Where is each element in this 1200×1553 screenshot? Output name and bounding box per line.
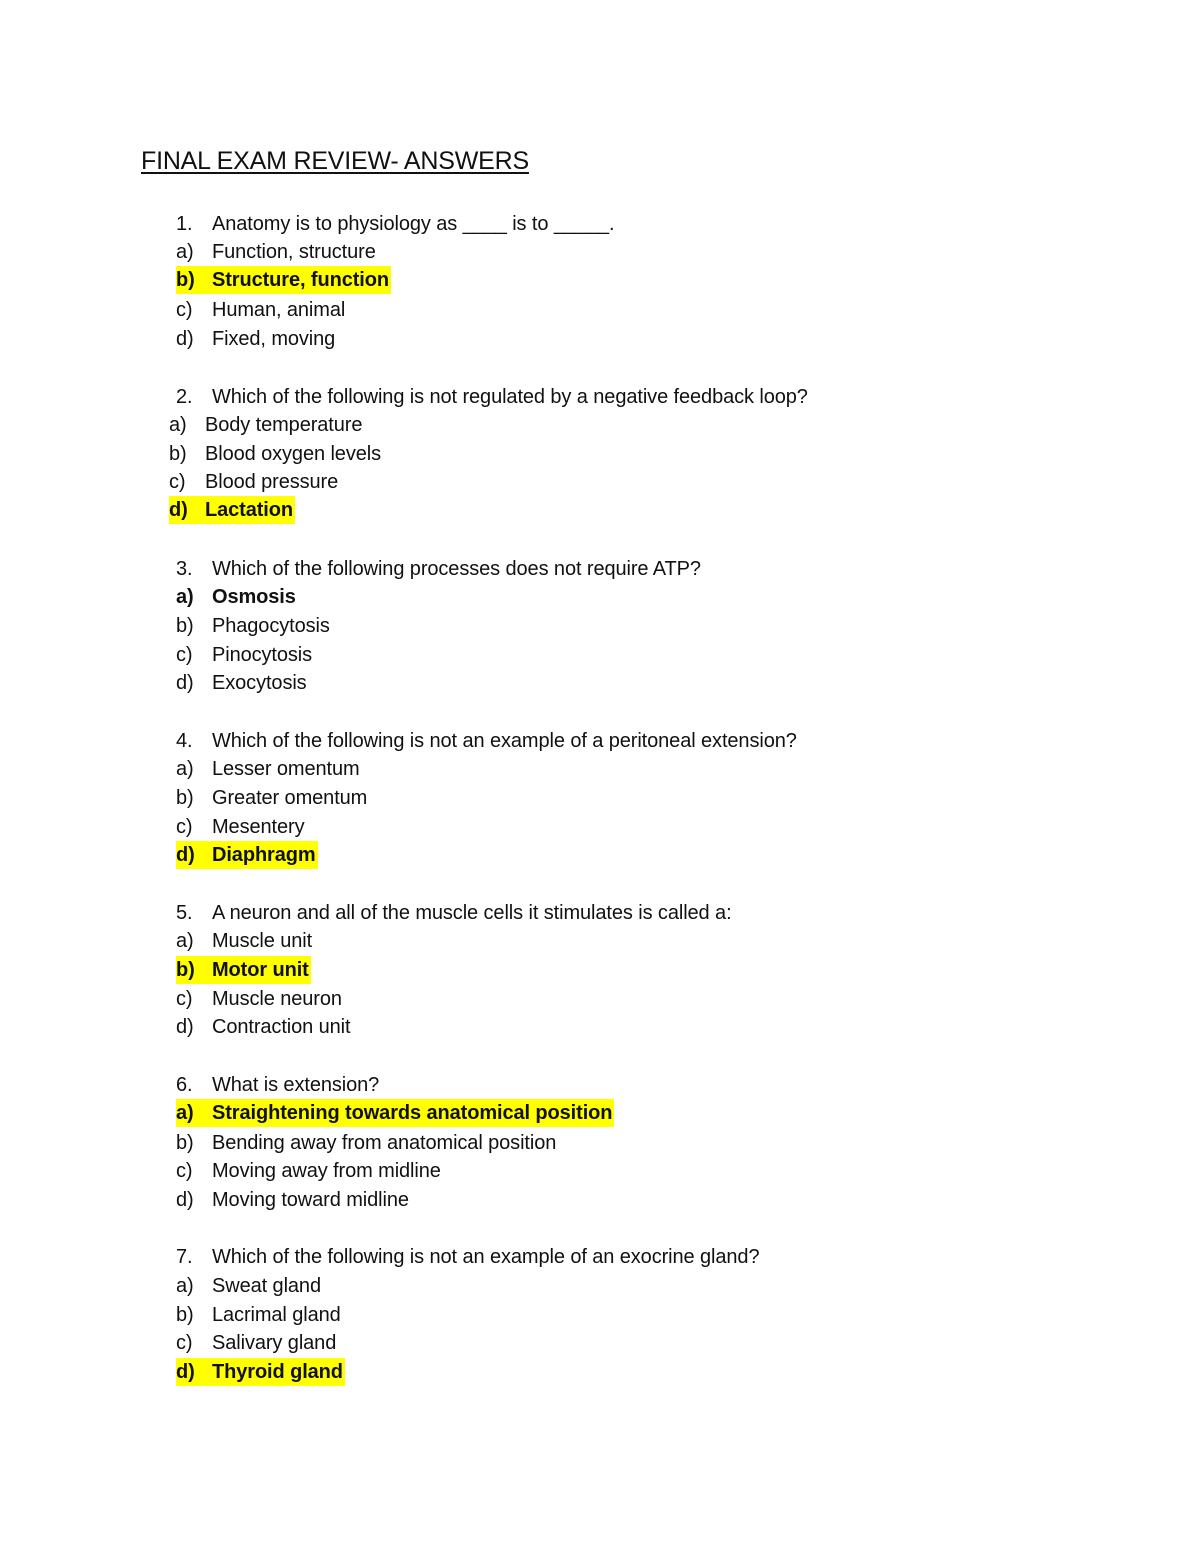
q7-option-c: c) Salivary gland <box>176 1332 337 1354</box>
q3-option-c: c) Pinocytosis <box>176 644 313 666</box>
question-number: 3. <box>176 558 193 580</box>
question-4 <box>176 727 797 755</box>
q4-option-d-answer: d) Diaphragm <box>176 841 318 869</box>
q6-option-c: c) Moving away from midline <box>176 1160 441 1182</box>
page-title: FINAL EXAM REVIEW- ANSWERS <box>141 147 529 175</box>
q3-option-d: d) Exocytosis <box>176 672 307 694</box>
q4-option-b: b) Greater omentum <box>176 787 368 809</box>
q5-option-a: a) Muscle unit <box>176 930 313 952</box>
q7-option-a: a) Sweat gland <box>176 1275 321 1297</box>
q1-option-c: c) Human, animal <box>176 299 346 321</box>
q5-option-c: c) Muscle neuron <box>176 988 342 1010</box>
question-number: 4. <box>176 730 193 752</box>
q1-option-a: a) Function, structure <box>176 241 376 263</box>
question-text: Which of the following is not an example of a peritoneal extension? <box>212 730 797 752</box>
question-text: A neuron and all of the muscle cells it stimulates is called a: <box>212 902 732 924</box>
question-text: Which of the following processes does not require ATP? <box>212 558 701 580</box>
q3-option-a-answer: a) Osmosis <box>176 586 296 608</box>
question-2 <box>176 383 808 411</box>
question-1 <box>176 210 614 238</box>
question-number: 2. <box>176 386 193 408</box>
q5-option-b-answer: b) Motor unit <box>176 956 311 984</box>
question-text: Anatomy is to physiology as ____ is to _____. <box>212 213 615 235</box>
q2-option-b: b) Blood oxygen levels <box>169 443 381 465</box>
question-6 <box>176 1071 379 1099</box>
question-number: 1. <box>176 213 193 235</box>
q2-option-a: a) Body temperature <box>169 414 363 436</box>
q3-option-b: b) Phagocytosis <box>176 615 330 637</box>
question-7 <box>176 1243 759 1271</box>
q4-option-c: c) Mesentery <box>176 816 305 838</box>
question-text: What is extension? <box>212 1074 380 1096</box>
question-number: 5. <box>176 902 193 924</box>
question-3 <box>176 555 701 583</box>
question-text: Which of the following is not regulated by a negative feedback loop? <box>212 386 808 408</box>
q5-option-d: d) Contraction unit <box>176 1016 351 1038</box>
question-text: Which of the following is not an example of an exocrine gland? <box>212 1246 760 1268</box>
q7-option-d-answer: d) Thyroid gland <box>176 1358 345 1386</box>
q7-option-b: b) Lacrimal gland <box>176 1304 341 1326</box>
q1-option-d: d) Fixed, moving <box>176 328 336 350</box>
question-number: 7. <box>176 1246 193 1268</box>
q6-option-d: d) Moving toward midline <box>176 1189 409 1211</box>
q6-option-a-answer: a) Straightening towards anatomical position <box>176 1099 614 1127</box>
question-number: 6. <box>176 1074 193 1096</box>
question-5 <box>176 899 732 927</box>
q6-option-b: b) Bending away from anatomical position <box>176 1132 557 1154</box>
q4-option-a: a) Lesser omentum <box>176 758 360 780</box>
q1-option-b-answer: b) Structure, function <box>176 266 391 294</box>
q2-option-c: c) Blood pressure <box>169 471 339 493</box>
q2-option-d-answer: d) Lactation <box>169 496 295 524</box>
